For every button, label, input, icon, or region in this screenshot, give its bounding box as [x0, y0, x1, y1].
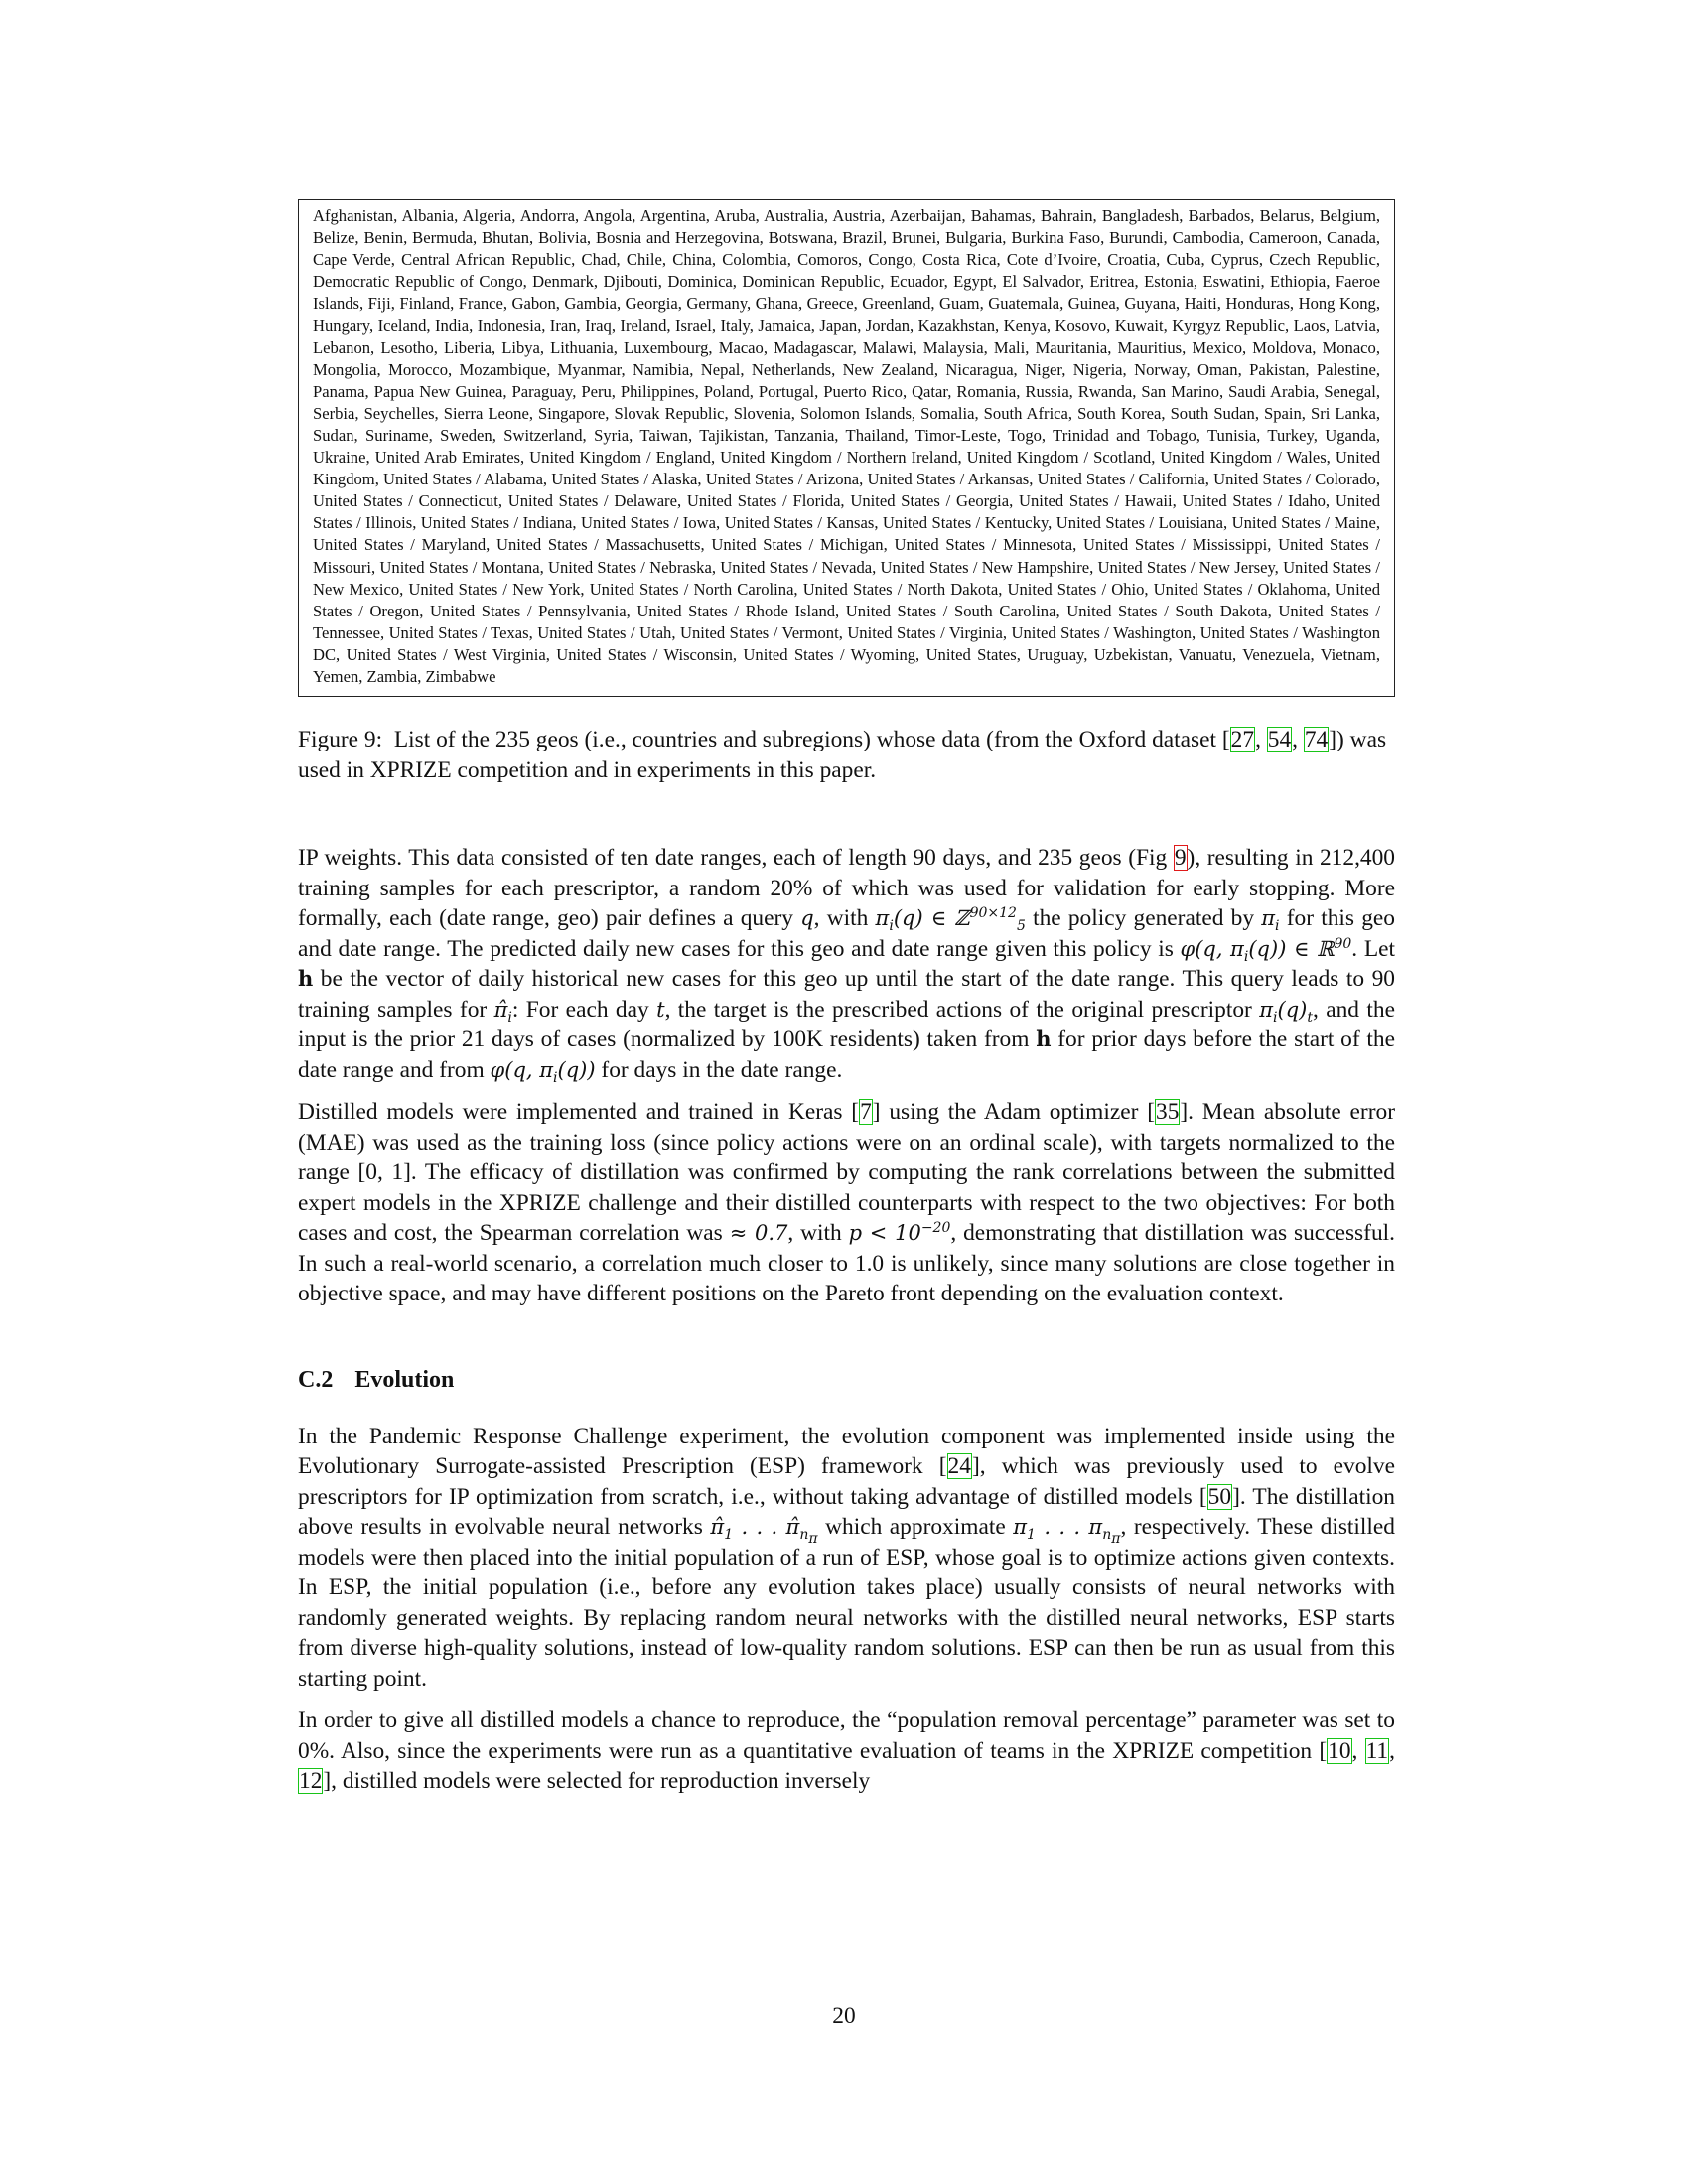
paragraph-distillation	[298, 1097, 1395, 1309]
citation-link[interactable]: 10	[1328, 1737, 1351, 1764]
paragraph-text: , demonstrating that distillation was successful. In such a real-world scenario, a correlation much closer to 1.0 is unlikely, since many solutions are close together in objective space, and may have different positions on the Pareto front depending on the evaluation context.	[298, 1220, 1395, 1307]
citation-link[interactable]: 27	[1230, 727, 1255, 753]
paragraph-text: for this geo and date range. The predicted daily new cases for this geo and date range given this policy is	[298, 905, 1395, 962]
citation-link[interactable]: 12	[299, 1768, 323, 1795]
paragraph-text: the policy generated by	[1025, 905, 1262, 932]
math-symbol: q	[800, 906, 814, 931]
paragraph-text: , respectively. These distilled models were then placed into the initial population of a run of ESP, whose goal is to optimize actions given contexts. In ESP, the initial population (i.e., before any evolution takes place) usually consists of neural networks with randomly generated weights. By replacing random neural networks with the distilled neural networks, ESP starts from diverse high-quality solutions, instead of low-quality random solutions. ESP can then be run as usual from this starting point.	[298, 1514, 1395, 1692]
paragraph-text: In the Pandemic Response Challenge experiment, the evolution component was implemented inside using the Evolutionary Surrogate-assisted Prescription (ESP) framework [	[298, 1423, 1395, 1480]
paragraph-text: , the target is the prescribed actions of the original prescriptor	[664, 996, 1260, 1023]
paragraph-text: for prior days before the start of the date range and from	[298, 1026, 1395, 1083]
paragraph-text: ]. Mean absolute error (MAE) was used as the training loss (since policy actions were on an ordinal scale), with targets normalized to the range [0, 1]. The efficacy of distillation was confirmed by computing the rank correlations between the submitted expert models in the XPRIZE challenge and their distilled counterparts with respect to the two objectives: For both cases and cost, the Spearman correlation was	[298, 1099, 1395, 1247]
paragraph-reproduction: In order to give all distilled models a chance to reproduce, the “population removal percentage” parameter was set to 0%. Also, since the experiments were run as a quantitative evaluation of teams in the XPRIZE competition [10, 11, 12], distilled models were selected for reproduction inversely	[298, 1707, 1395, 1795]
caption-text: ]) was used in XPRIZE competition and in experiments in this paper.	[298, 727, 1387, 783]
caption-label: Figure 9:	[298, 727, 383, 753]
page-number: 20	[832, 2003, 856, 2029]
math-expression: $\pî_1$ . . . $\pî_{n_\pi}$	[710, 1515, 818, 1548]
math-symbol: h	[298, 966, 314, 992]
math-symbol: h	[1036, 1026, 1052, 1052]
paragraph-text: . Let	[1351, 935, 1395, 962]
section-number: C.2	[298, 1366, 334, 1393]
citation-link[interactable]: 74	[1304, 727, 1329, 753]
paragraph-text: : For each day	[511, 996, 657, 1023]
math-expression: $\pî_i$	[493, 997, 512, 1025]
citation-link[interactable]: 11	[1365, 1737, 1389, 1764]
paragraph-evolution	[298, 1422, 1395, 1695]
page-body	[298, 199, 1395, 1809]
paragraph-text: ] using the Adam optimizer [	[872, 1099, 1155, 1126]
paragraph-text: ], which was previously used to evolve prescriptors for IP optimization from scratch, i.e., without taking advantage of distilled models [	[298, 1453, 1396, 1510]
paragraph-text: In order to give all distilled models a chance to reproduce, the “population removal percentage” parameter was set to 0%. Also, since the experiments were run as a quantitative evaluation of teams in the XPRIZE competition [	[298, 1707, 1395, 1764]
figure-reference-link[interactable]: 9	[1174, 845, 1187, 872]
citation-link[interactable]: 50	[1207, 1483, 1232, 1510]
math-expression: ≈ 0.7	[729, 1221, 788, 1246]
paragraph-text: ], distilled models were selected for reproduction inversely	[323, 1768, 871, 1795]
math-expression: φ(q, $\pi_i(q)$) ∈ ℝ$^{90}$	[1180, 935, 1352, 965]
citation-link[interactable]: 35	[1156, 1099, 1180, 1126]
paragraph-text: ]. The distillation above results in evolvable neural networks	[298, 1483, 1395, 1541]
citation-link[interactable]: 24	[947, 1453, 971, 1480]
figure-caption: Figure 9: List of the 235 geos (i.e., countries and subregions) whose data (from the Oxford dataset [27, 54, 74]) was used in XPRIZE competition and in experiments in this paper.	[298, 727, 1387, 783]
math-expression: φ(q, $\pi_i(q)$)	[490, 1057, 596, 1086]
paragraph-text: , with	[813, 905, 876, 932]
geo-list-text: Afghanistan, Albania, Algeria, Andorra, Angola, Argentina, Aruba, Australia, Austria, Azerbaijan, Bahamas, Bahrain, Bangladesh, Barbados, Belarus, Belgium, Belize, Benin, Bermuda, Bhutan, Bolivia, Bosnia and Herzegovina, Botswana, Brazil, Brunei, Bulgaria, Burkina Faso, Burundi, Cambodia, Cameroon, Canada, Cape Verde, Central African Republic, Chad, Chile, China, Colombia, Comoros, Congo, Costa Rica, Cote d’Ivoire, Croatia, Cuba, Cyprus, Czech Republic, Democratic Republic of Congo, Denmark, Djibouti, Dominica, Dominican Republic, Ecuador, Egypt, El Salvador, Eritrea, Estonia, Eswatini, Ethiopia, Faeroe Islands, Fiji, Finland, France, Gabon, Gambia, Georgia, Germany, Ghana, Greece, Greenland, Guam, Guatemala, Guinea, Guyana, Haiti, Honduras, Hong Kong, Hungary, Iceland, India, Indonesia, Iran, Iraq, Ireland, Israel, Italy, Jamaica, Japan, Jordan, Kazakhstan, Kenya, Kosovo, Kuwait, Kyrgyz Republic, Laos, Latvia, Lebanon, Lesotho, Liberia, Libya, Lithuania, Luxembourg, Macao, Madagascar, Malawi, Malaysia, Mali, Mauritania, Mauritius, Mexico, Moldova, Monaco, Mongolia, Morocco, Mozambique, Myanmar, Namibia, Nepal, Netherlands, New Zealand, Nicaragua, Niger, Nigeria, Norway, Oman, Pakistan, Palestine, Panama, Papua New Guinea, Paraguay, Peru, Philippines, Poland, Portugal, Puerto Rico, Qatar, Romania, Russia, Rwanda, San Marino, Saudi Arabia, Senegal, Serbia, Seychelles, Sierra Leone, Singapore, Slovak Republic, Slovenia, Solomon Islands, Somalia, South Africa, South Korea, South Sudan, Spain, Sri Lanka, Sudan, Suriname, Sweden, Switzerland, Syria, Taiwan, Tajikistan, Tanzania, Thailand, Timor-Leste, Togo, Trinidad and Tobago, Tunisia, Turkey, Uganda, Ukraine, United Arab Emirates, United Kingdom / England, United Kingdom / Northern Ireland, United Kingdom / Scotland, United Kingdom / Wales, United Kingdom, United States / Alabama, United States / Alaska, United States / Arizona, United States / Arkansas, United States / California, United States / Colorado, United States / Connecticut, United States / Delaware, United States / Florida, United States / Georgia, United States / Hawaii, United States / Idaho, United States / Illinois, United States / Indiana, United States / Iowa, United States / Kansas, United States / Kentucky, United States / Louisiana, United States / Maine, United States / Maryland, United States / Massachusetts, United States / Michigan, United States / Minnesota, United States / Mississippi, United States / Missouri, United States / Montana, United States / Nebraska, United States / Nevada, United States / New Hampshire, United States / New Jersey, United States / New Mexico, United States / New York, United States / North Carolina, United States / North Dakota, United States / Ohio, United States / Oklahoma, United States / Oregon, United States / Pennsylvania, United States / Rhode Island, United States / South Carolina, United States / South Dakota, United States / Tennessee, United States / Texas, United States / Utah, United States / Vermont, United States / Virginia, United States / Washington, United States / Washington DC, United States / West Virginia, United States / Wisconsin, United States / Wyoming, United States, Uruguay, Uzbekistan, Vanuatu, Venezuela, Vietnam, Yemen, Zambia, Zimbabwe	[313, 206, 1380, 686]
section-heading	[298, 1367, 1395, 1394]
math-expression: $\pi_1$ . . . $\pi_{n_\pi}$	[1013, 1515, 1121, 1548]
section-title: Evolution	[354, 1366, 455, 1393]
paragraph-ip-weights	[298, 843, 1395, 1085]
paragraph-text: Distilled models were implemented and trained in Keras [	[298, 1099, 860, 1126]
math-expression: $p < 10^{-20}$	[848, 1220, 951, 1246]
paragraph-text: which approximate	[817, 1514, 1014, 1541]
citation-link[interactable]: 7	[860, 1099, 872, 1126]
paragraph-text: , and the input is the prior 21 days of cases (normalized by 100K residents) taken from	[298, 996, 1395, 1053]
math-symbol: t	[656, 997, 665, 1022]
paragraph-text: for days in the date range.	[595, 1056, 843, 1083]
paragraph-text: , with	[787, 1220, 849, 1247]
paragraph-text: ), resulting in 212,400 training samples for each prescriptor, a random 20% of which was used for validation for early stopping. More formally, each (date range, geo) pair defines a query	[298, 845, 1395, 932]
paragraph-text: IP weights. This data consisted of ten date ranges, each of length 90 days, and 235 geos (Fig	[298, 845, 1174, 872]
caption-text: List of the 235 geos (i.e., countries and subregions) whose data (from the Oxford dataset [	[393, 727, 1230, 753]
citation-link[interactable]: 54	[1267, 727, 1292, 753]
math-expression: $\pi_i(q)_t$	[1259, 997, 1313, 1025]
math-expression: $\pi_i(q)$ ∈ ℤ$^{90\times 12}_5$	[875, 905, 1026, 935]
geo-list-figure	[298, 199, 1395, 697]
paragraph-text: be the vector of daily historical new cases for this geo up until the start of the date range. This query leads to 90 training samples for	[298, 966, 1395, 1023]
math-expression: $\pi_i$	[1261, 906, 1280, 935]
